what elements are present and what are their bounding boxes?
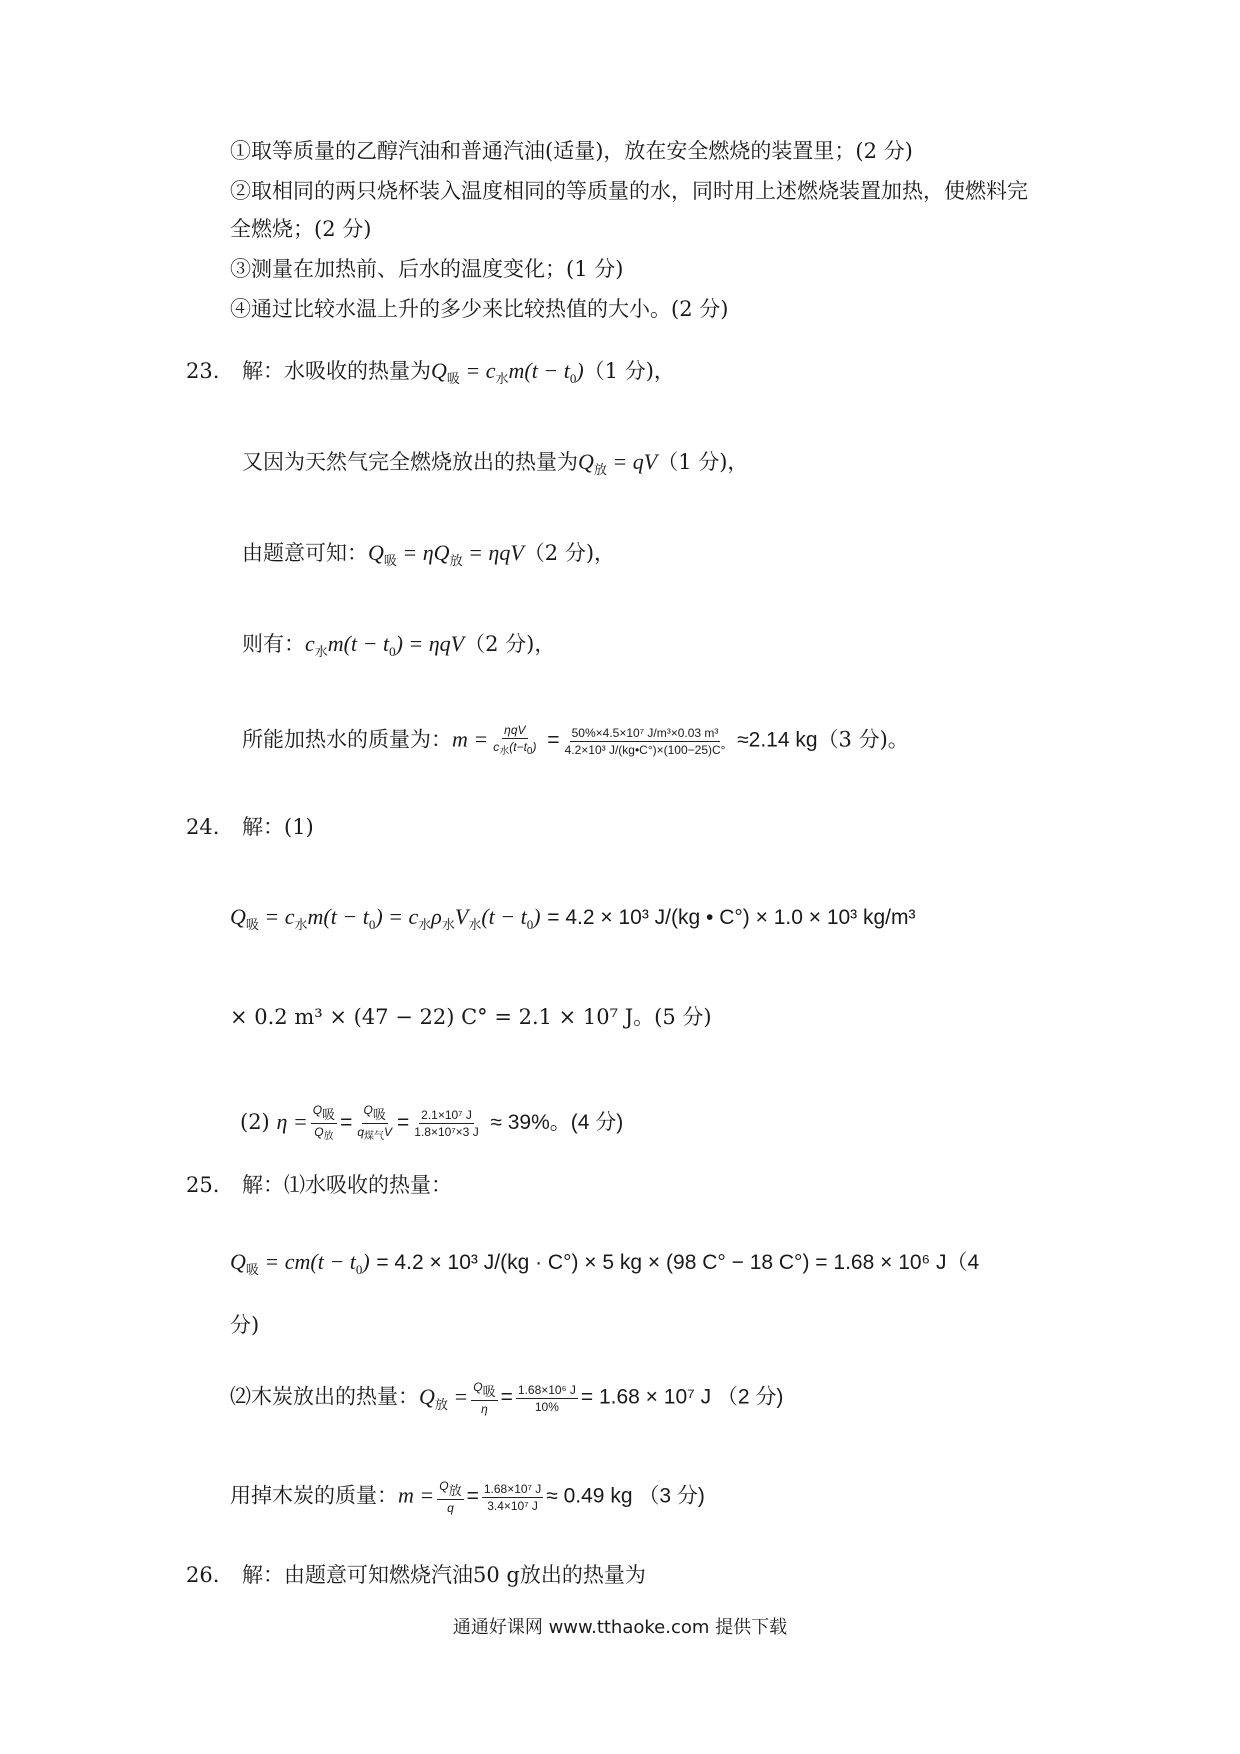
q24-eq-2: × 0.2 m³ × (47 − 22) C° = 2.1 × 10⁷ J。(5 分) [230, 1005, 712, 1029]
q23-formula-3: $Q_吸 = \eta Q_放 = \eta qV$ [368, 540, 524, 568]
q25-l3-post: ≈ 0.49 kg （3 分) [546, 1484, 705, 1508]
q25-fraction-2: $\frac{\text{1.68×10⁶ J}}{10\%}$ [517, 1382, 576, 1414]
q26-number: 26. [186, 1563, 220, 1587]
q23-l4-pre: 则有： [242, 632, 305, 656]
q23-formula-4: $c_水m(t - t_0) = \eta qV$ [305, 631, 465, 659]
q23-fraction-1: $\frac{\text{ηqV}}{c_水(t-t_0)}$ [493, 723, 537, 757]
q23-line-3 [242, 538, 615, 576]
q25-fraction-4: $\frac{\text{1.68×10⁷ J}}{\text{3.4×10⁷ J}}$ [483, 1481, 542, 1513]
q24-fraction-1: $\frac{\text{Q吸}}{Q_放}$ [312, 1103, 336, 1142]
q25-fraction-3: $\frac{\text{Q放}}{q}$ [439, 1479, 462, 1515]
step-4: ④通过比较水温上升的多少来比较热值的大小。(2 分) [230, 297, 729, 321]
q23-l2-pre: 又因为天然气完全燃烧放出的热量为 [242, 450, 578, 474]
q23-line-4 [242, 629, 555, 667]
q24-fraction-2: $\frac{\text{Q吸}}{q_{煤气}V}$ [357, 1103, 393, 1142]
q24-number: 24. [186, 815, 220, 839]
q23-l4-post: （2 分)， [464, 632, 556, 656]
q23-formula-1: $Q_吸 = c_水m(t - t_0)$ [431, 358, 584, 386]
q25-l3-pre: 用掉木炭的质量： [230, 1483, 398, 1508]
q23-result: ≈2.14 kg [737, 728, 818, 752]
q23-line-2 [242, 447, 748, 485]
q23-l3-post: （2 分)， [523, 541, 616, 565]
q23-number: 23. [186, 359, 220, 383]
q23-line-1 [242, 356, 675, 394]
q25-l2-pre: ⑵木炭放出的热量： [230, 1384, 419, 1409]
q25-number: 25. [186, 1173, 220, 1197]
q23-l2-post: （1 分)， [657, 450, 749, 474]
q26-line-1: 解：由题意可知燃烧汽油50 g放出的热量为 [242, 1563, 646, 1587]
q24-fraction-3: $\frac{\text{2.1×10⁷ J}}{\text{1.8×10⁷×3 J}}$ [414, 1108, 479, 1139]
q23-l3-pre: 由题意可知： [242, 541, 368, 565]
q24-line-1: 解：(1) [242, 815, 314, 839]
q23-l5-pre: 所能加热水的质量为： [242, 727, 452, 752]
q25-line-1: 解：⑴水吸收的热量： [242, 1173, 452, 1197]
page-footer: 通通好课网 www.tthaoke.com 提供下载 [452, 1617, 788, 1638]
q23-line-5: 所能加热水的质量为：m = $\frac{\text{ηqV}}{c_水(t-t_0)}$ = $\frac{\text{50\%×4.5×10⁷ J/m³×0.03 m³}}{\text{4.2×10³ J/(kg•C°)×(100−25)C°}}$ ≈2.14 kg（3 分)。 [242, 722, 909, 760]
q25-line-2: ⑵木炭放出的热量：$Q_放$ = $\frac{\text{Q吸}}{\eta}$ = $\frac{\text{1.68×10⁶ J}}{10\%}$ = 1.68 × 10⁷ J （2 分) [230, 1380, 784, 1416]
q24-eq-1: $Q_吸 = c_水m(t - t_0) = c_水\rho_水V_水(t - t_0) = 4.2 \times 10^3$ J/(kg • C°) × 1.0 × 10³ kg/m³ [230, 904, 916, 932]
q23-l1-pre: 解：水吸收的热量为 [242, 359, 431, 383]
q23-l1-post: （1 分)， [583, 359, 675, 383]
q23-formula-5: m = [452, 726, 489, 752]
step-2: ②取相同的两只烧杯装入温度相同的等质量的水，同时用上述燃烧装置加热，使燃料完 [230, 179, 1028, 203]
step-1: ①取等质量的乙醇汽油和普通汽油(适量)，放在安全燃烧的装置里；(2 分) [230, 139, 913, 163]
q25-fraction-1: $\frac{\text{Q吸}}{\eta}$ [473, 1380, 496, 1416]
q23-formula-2: $Q_放$ = qV [578, 449, 658, 477]
q24-l3-post: ≈ 39%。(4 分) [490, 1111, 624, 1134]
q25-eq-1-cont: 分) [230, 1313, 260, 1337]
step-2-cont: 全燃烧；(2 分) [230, 217, 372, 241]
q24-line-3: (2) η = $\frac{\text{Q吸}}{Q_放}$ = $\frac{\text{Q吸}}{q_{煤气}V}$ = $\frac{\text{2.1×10⁷ J}}{\text{1.8×10⁷×3 J}}$ ≈ 39%。(4 分) [240, 1102, 623, 1145]
q25-l2-post: = 1.68 × 10⁷ J （2 分) [580, 1385, 784, 1409]
step-3: ③测量在加热前、后水的温度变化；(1 分) [230, 257, 624, 281]
q24-eq-1-tail: = 4.2 × 10³ J/(kg • C°) × 1.0 × 10³ kg/m³ [547, 906, 916, 929]
q23-l5-post: （3 分)。 [817, 727, 909, 752]
q24-l3-pre: (2) [240, 1110, 270, 1134]
q23-fraction-2: $\frac{\text{50\%×4.5×10⁷ J/m³×0.03 m³}}{\text{4.2×10³ J/(kg•C°)×(100−25)C°}}$ [564, 725, 726, 757]
q25-eq-1: $Q_吸 = cm(t - t_0) = 4.2 \times 10^3$ J/(kg · C°) × 5 kg × (98 C° − 18 C°) = 1.68 × 10⁶ J（4 [230, 1249, 980, 1277]
q25-eq-1-tail: = 4.2 × 10³ J/(kg · C°) × 5 kg × (98 C° − 18 C°) = 1.68 × 10⁶ J（4 [376, 1251, 980, 1274]
q25-line-3: 用掉木炭的质量：m = $\frac{\text{Q放}}{q}$ = $\frac{\text{1.68×10⁷ J}}{\text{3.4×10⁷ J}}$ ≈ 0.49 kg （3 分) [230, 1479, 705, 1515]
